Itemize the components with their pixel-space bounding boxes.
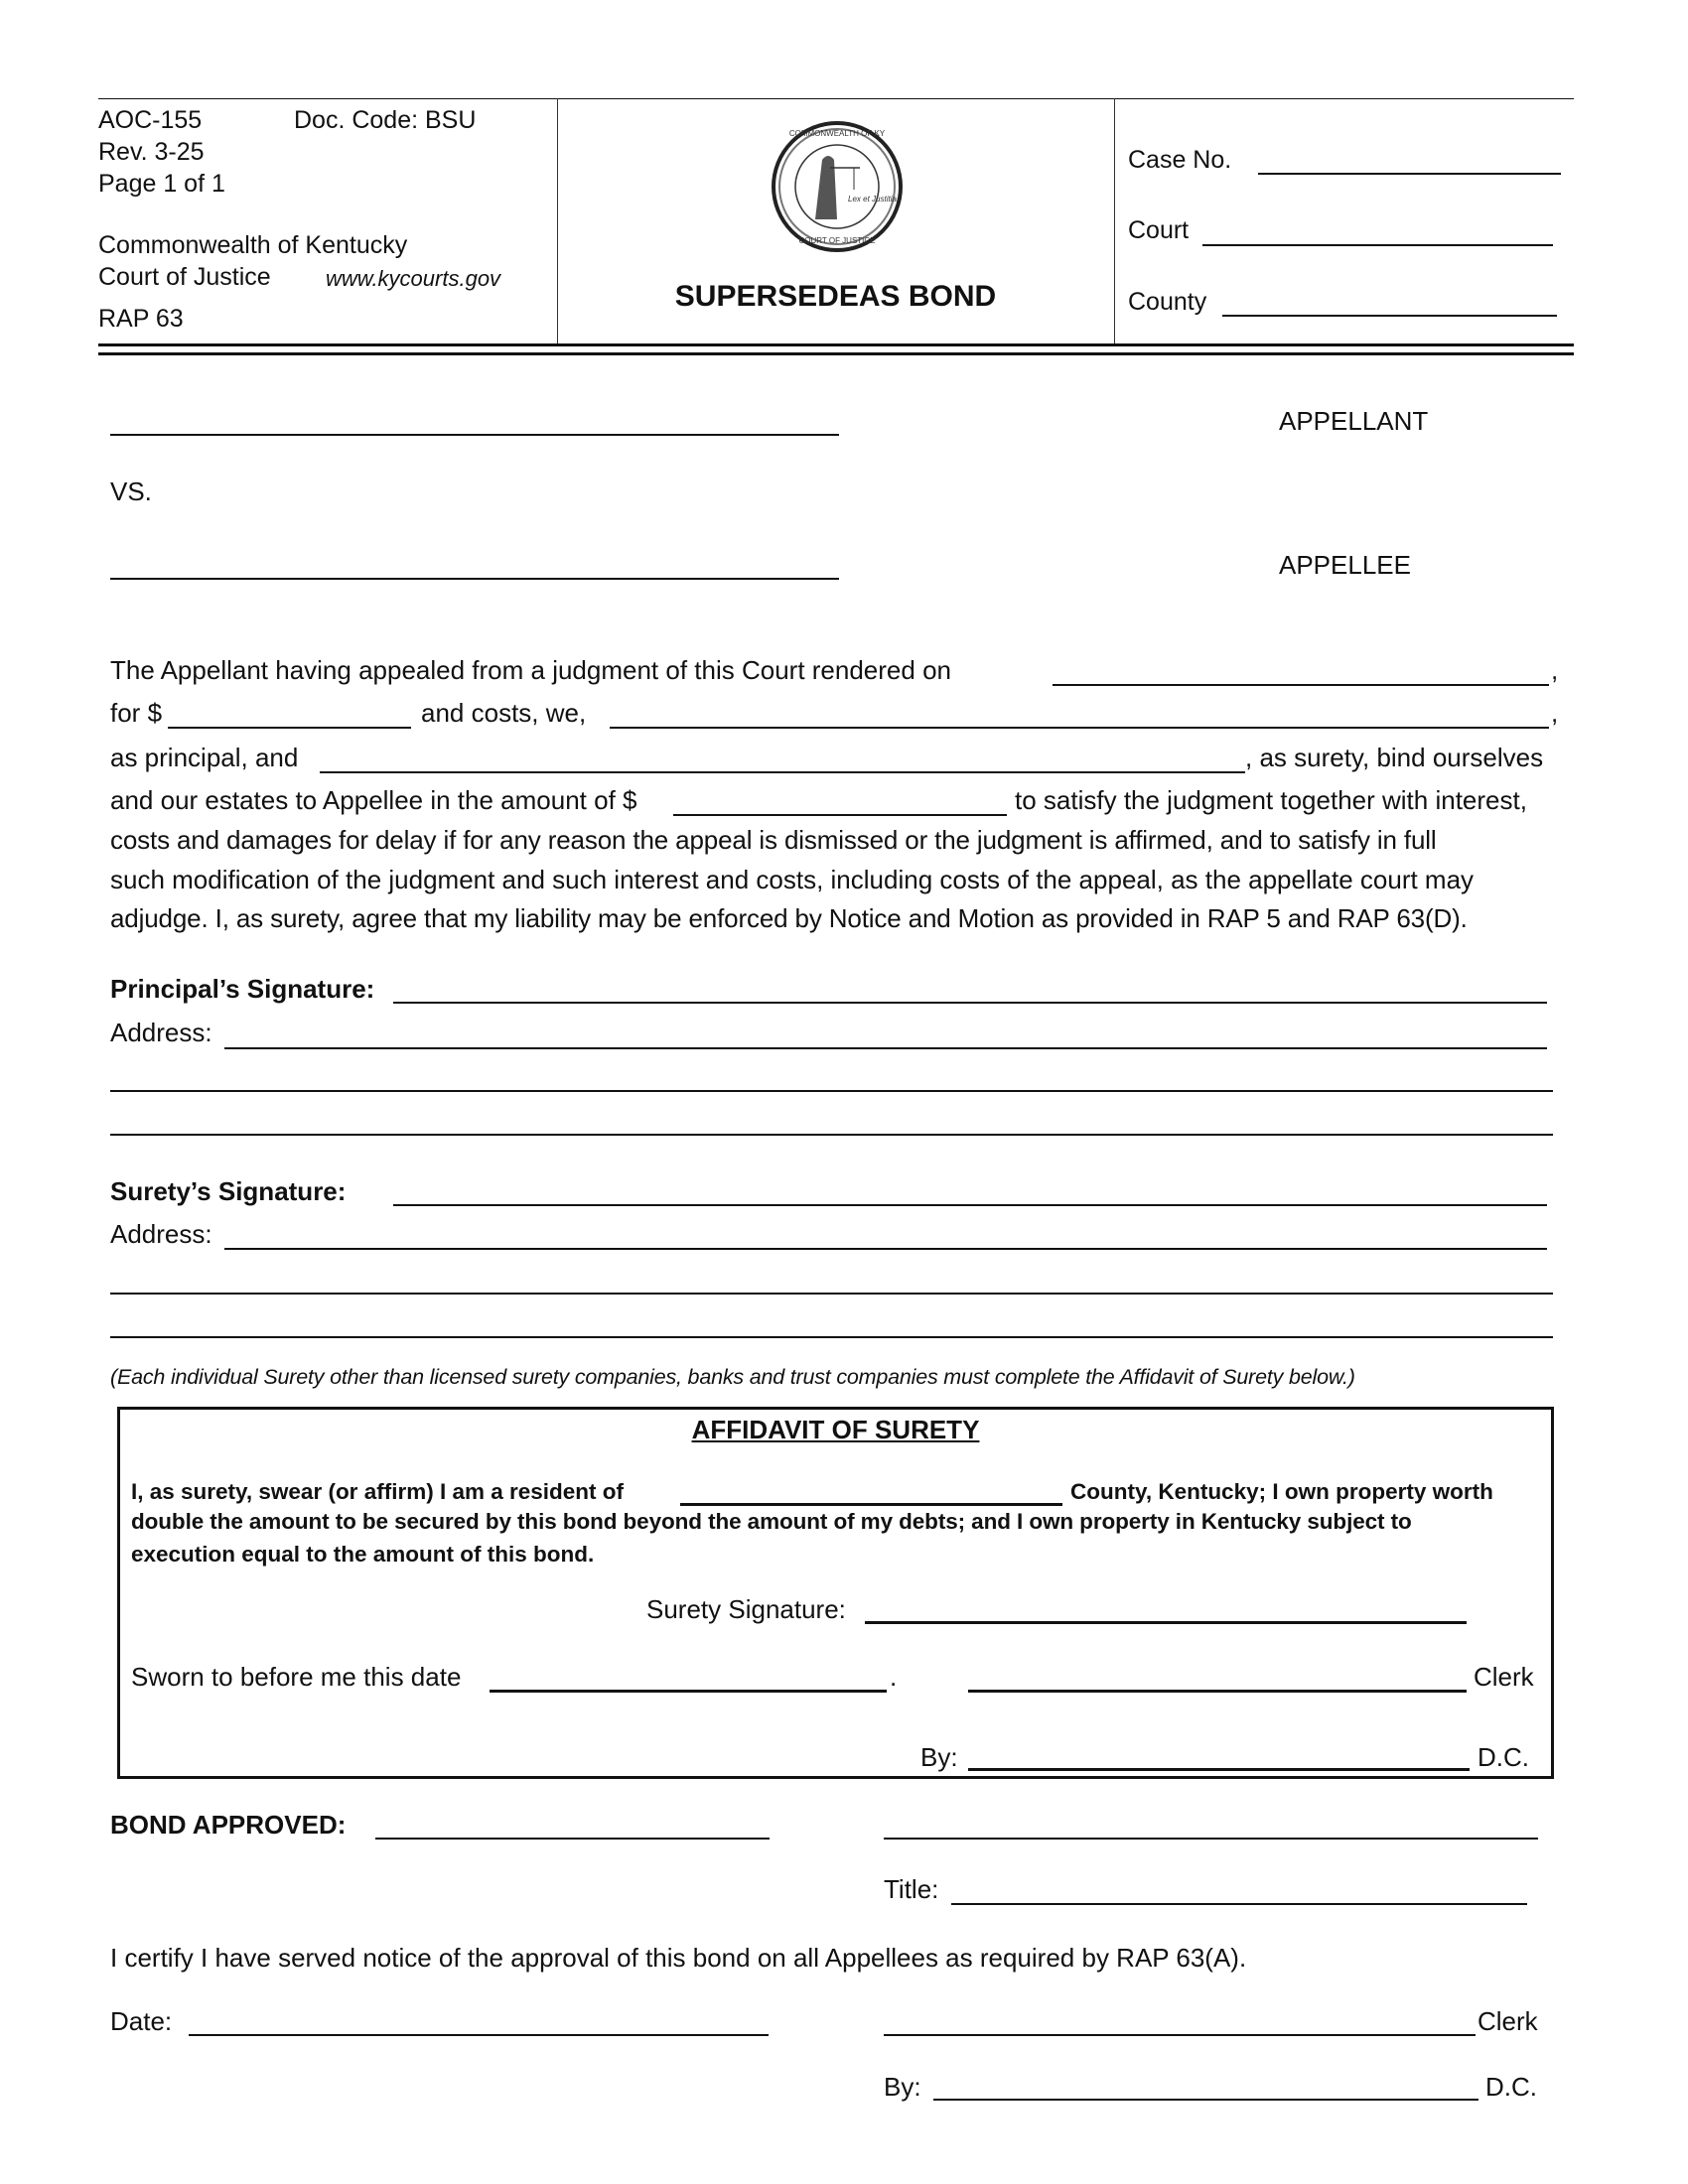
affidavit-text: County, Kentucky; I own property worth: [1070, 1479, 1493, 1504]
punctuation: ,: [1551, 655, 1559, 685]
bond-text-line: to satisfy the judgment together with interest,: [1015, 785, 1527, 815]
surety-signature-field[interactable]: [393, 1204, 1547, 1206]
principal-address-field[interactable]: [224, 1047, 1547, 1049]
by-label: By:: [884, 2072, 921, 2102]
svg-text:Lex et Justitia: Lex et Justitia: [848, 195, 897, 204]
svg-text:COMMONWEALTH OF KY: COMMONWEALTH OF KY: [788, 129, 886, 138]
date-label: Date:: [110, 2006, 173, 2036]
affidavit-clerk-field[interactable]: [968, 1690, 1467, 1693]
principal-address-label: Address:: [110, 1018, 212, 1047]
certify-deputy-clerk-field[interactable]: [933, 2099, 1478, 2101]
clerk-label: Clerk: [1474, 1662, 1534, 1692]
surety-address-label: Address:: [110, 1219, 212, 1249]
principal-signature-field[interactable]: [393, 1002, 1547, 1004]
case-number-field[interactable]: [1258, 173, 1561, 175]
county-label: County: [1128, 288, 1207, 316]
punctuation: .: [890, 1662, 898, 1692]
principal-address-line-2[interactable]: [110, 1090, 1553, 1092]
header-bottom-rule: [98, 343, 1574, 346]
case-number-label: Case No.: [1128, 146, 1232, 174]
surety-name-field[interactable]: [320, 771, 1245, 773]
deputy-clerk-label: D.C.: [1485, 2072, 1537, 2102]
principal-signature-label: Principal’s Signature:: [110, 974, 375, 1004]
judgment-amount-field[interactable]: [168, 727, 411, 729]
header-top-rule: [98, 98, 1574, 99]
surety-address-field[interactable]: [224, 1248, 1547, 1250]
bond-text-line: , as surety, bind ourselves: [1245, 743, 1544, 772]
punctuation: ,: [1551, 698, 1559, 728]
affidavit-text: double the amount to be secured by this bond beyond the amount of my debts; and I own property in Kentucky subject to: [131, 1509, 1412, 1534]
surety-address-line-2[interactable]: [110, 1293, 1553, 1295]
sworn-date-field[interactable]: [490, 1690, 887, 1693]
residence-county-field[interactable]: [680, 1503, 1062, 1506]
surety-signature-label: Surety Signature:: [646, 1594, 846, 1624]
surety-signature-label: Surety’s Signature:: [110, 1176, 347, 1206]
bond-text-line: for $: [110, 698, 163, 728]
principal-name-field[interactable]: [610, 727, 1549, 729]
revision: Rev. 3-25: [98, 138, 205, 166]
county-field[interactable]: [1222, 315, 1557, 317]
affidavit-surety-signature-field[interactable]: [865, 1621, 1467, 1624]
court-of-justice: Court of Justice: [98, 263, 271, 291]
bond-text-line: and our estates to Appellee in the amount of $: [110, 785, 637, 815]
affidavit-text: execution equal to the amount of this bond.: [131, 1542, 595, 1567]
versus-label: VS.: [110, 477, 152, 506]
appellee-name-field[interactable]: [110, 578, 839, 580]
affidavit-deputy-clerk-field[interactable]: [968, 1768, 1470, 1771]
surety-address-line-3[interactable]: [110, 1336, 1553, 1338]
title-label: Title:: [884, 1874, 939, 1904]
affidavit-title: AFFIDAVIT OF SURETY: [691, 1415, 980, 1444]
bond-amount-field[interactable]: [673, 814, 1007, 816]
form-number: AOC-155: [98, 106, 203, 134]
form-title: SUPERSEDEAS BOND: [674, 280, 997, 313]
approver-title-field[interactable]: [951, 1903, 1527, 1905]
by-label: By:: [920, 1742, 958, 1772]
bond-text-line: as principal, and: [110, 743, 299, 772]
appellant-label: APPELLANT: [1279, 406, 1429, 436]
clerk-label: Clerk: [1477, 2006, 1538, 2036]
bond-text-line: such modification of the judgment and such interest and costs, including costs of the appeal, as the appellate court may: [110, 865, 1475, 894]
certify-clerk-field[interactable]: [884, 2034, 1476, 2036]
affidavit-note: (Each individual Surety other than licensed surety companies, banks and trust companies must complete the Affidavit of Surety below.): [110, 1365, 1355, 1389]
judgment-date-field[interactable]: [1053, 684, 1549, 686]
deputy-clerk-label: D.C.: [1477, 1742, 1529, 1772]
bond-text-line: and costs, we,: [421, 698, 587, 728]
bond-text-line: adjudge. I, as surety, agree that my liability may be enforced by Notice and Motion as provided in RAP 5 and RAP 63(D).: [110, 903, 1468, 933]
website: www.kycourts.gov: [326, 266, 501, 291]
court-seal-icon: [771, 120, 904, 253]
doc-code: Doc. Code: BSU: [294, 106, 477, 134]
bond-text-line: costs and damages for delay if for any reason the appeal is dismissed or the judgment is affirmed, and to satisfy in full: [110, 825, 1437, 855]
principal-address-line-3[interactable]: [110, 1134, 1553, 1136]
affidavit-box: [117, 1407, 1554, 1779]
page-number: Page 1 of 1: [98, 170, 225, 198]
bond-approved-label: BOND APPROVED:: [110, 1810, 347, 1840]
header-divider: [1114, 98, 1115, 344]
header-bottom-rule: [98, 352, 1574, 355]
certify-date-field[interactable]: [189, 2034, 769, 2036]
certification-text: I certify I have served notice of the approval of this bond on all Appellees as required by RAP 63(A).: [110, 1943, 1247, 1973]
commonwealth: Commonwealth of Kentucky: [98, 231, 408, 259]
appellant-name-field[interactable]: [110, 434, 839, 436]
approver-signature-field[interactable]: [884, 1838, 1538, 1840]
court-field[interactable]: [1202, 244, 1553, 246]
affidavit-text: I, as surety, swear (or affirm) I am a resident of: [131, 1479, 624, 1504]
svg-text:COURT OF JUSTICE: COURT OF JUSTICE: [798, 236, 876, 245]
sworn-date-label: Sworn to before me this date: [131, 1662, 462, 1692]
appellee-label: APPELLEE: [1279, 550, 1411, 580]
bond-approved-date-field[interactable]: [375, 1838, 770, 1840]
court-label: Court: [1128, 216, 1190, 244]
bond-text-line: The Appellant having appealed from a judgment of this Court rendered on: [110, 655, 951, 685]
rule-reference: RAP 63: [98, 305, 184, 333]
